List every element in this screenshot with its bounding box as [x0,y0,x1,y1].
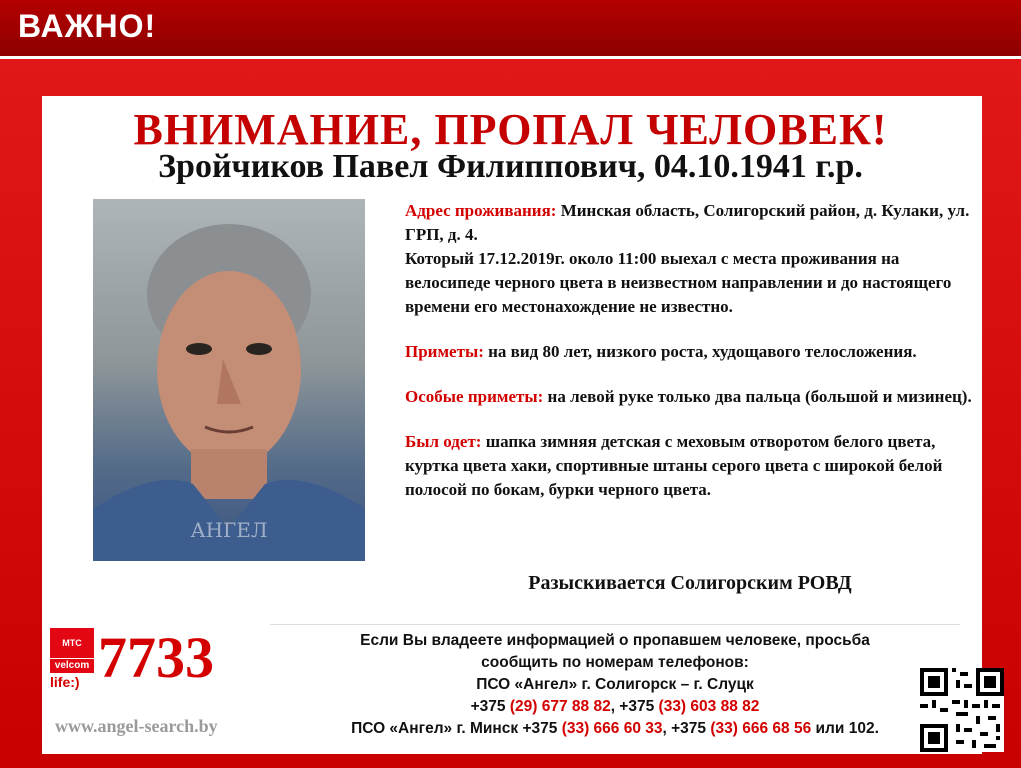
qr-code-icon[interactable] [920,668,1004,752]
contact-line-5 [270,718,960,740]
special-signs-text: на левой руке только два пальца (большой и мизинец). [543,387,972,406]
contact-line-4 [270,696,960,718]
wanted-by: Разыскивается Солигорским РОВД [528,572,852,594]
phone-number[interactable]: (33) 666 68 56 [710,720,812,737]
velcom-logo: velcom [50,659,94,673]
address-text: Минская область, Солигорский район, д. Кулаки, ул. ГРП, д. 4. [405,201,970,244]
phone-prefix: ПСО «Ангел» г. Минск +375 [351,720,562,737]
short-number: 7733 [98,625,214,690]
contact-line-2: сообщить по номерам телефонов: [481,654,749,671]
story-text: Который 17.12.2019г. около 11:00 выехал с места проживания на велосипеде черного цвета в неизвестном направлении и до настоящего времени его местонахождение не известно. [405,249,952,316]
clothing-label: Был одет: [405,432,482,451]
photo-watermark: АНГЕЛ [190,518,268,542]
operator-logos [50,628,96,690]
mts-logo: МТС [50,628,94,658]
contact-line-1: Если Вы владеете информацией о пропавшем человеке, просьба [360,632,870,649]
phone-number[interactable]: (29) 677 88 82 [509,698,611,715]
phone-number[interactable]: (33) 666 60 33 [561,720,663,737]
person-name: Зройчиков Павел Филиппович, 04.10.1941 г.р. [158,148,863,185]
signs-label: Приметы: [405,342,484,361]
headline: ВНИМАНИЕ, ПРОПАЛ ЧЕЛОВЕК! [133,105,888,154]
signs-text: на вид 80 лет, низкого роста, худощавого телосложения. [483,342,917,361]
special-signs-block [405,385,975,409]
clothing-block [405,430,975,502]
contact-line-3: ПСО «Ангел» г. Солигорск – г. Слуцк [476,676,754,693]
signs-block [405,340,975,364]
phone-number[interactable]: (33) 603 88 82 [658,698,760,715]
website-link[interactable]: www.angel-search.by [55,716,218,736]
contact-info [270,630,960,740]
person-details [405,199,975,523]
top-banner [0,0,1021,59]
special-signs-label: Особые приметы: [405,387,544,406]
address-label: Адрес проживания: [405,201,557,220]
address-block [405,199,975,319]
life-logo: life:) [50,674,80,690]
phone-separator: , +375 [662,720,711,737]
clothing-text: шапка зимняя детская с меховым отворотом белого цвета, куртка цвета хаки, спортивные штаны серого цвета с широкой белой полосой по бокам, бурки черного цвета. [405,432,943,499]
phone-prefix: +375 [470,698,510,715]
important-badge: ВАЖНО! [18,8,157,44]
divider [270,624,960,625]
emergency-number: или 102. [811,720,879,737]
person-photo [93,199,365,561]
phone-separator: , +375 [610,698,659,715]
